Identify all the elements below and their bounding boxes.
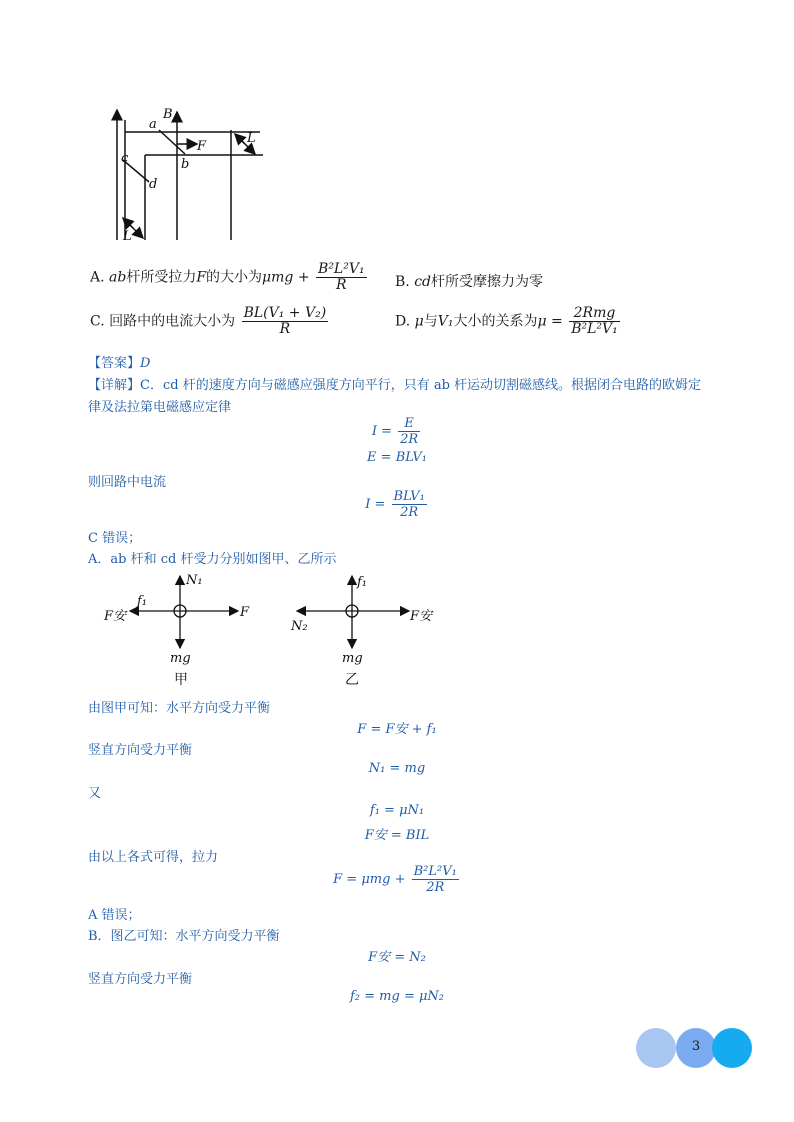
eq-7: F安 = BIL (364, 828, 430, 843)
label-c: c (121, 151, 129, 166)
page-dot-right (712, 1028, 752, 1068)
label-L-top: L (247, 131, 256, 146)
label-B: B (163, 107, 173, 122)
option-d: D. μ与V₁大小的关系为μ = $\frac{\text{2Rmg}}{\text{B²L²V₁}}$ (395, 305, 618, 337)
fbd-yi (285, 570, 445, 690)
detail-line-11: B．图乙可知：水平方向受力平衡 (88, 929, 280, 944)
rails-diagram (95, 100, 285, 245)
eq-6: f₁ = μN₁ (369, 803, 425, 818)
page-number: 3 (691, 1039, 701, 1054)
fbd-jia (100, 570, 270, 690)
detail-line-4: C 错误； (88, 531, 142, 546)
eq-2: E = BLV₁ (367, 450, 427, 465)
fbd-jia-N: N₁ (186, 573, 203, 588)
fbd-jia-mg: mg (170, 651, 191, 666)
fbd-jia-caption: 甲 (174, 672, 188, 688)
option-c: C. 回路中的电流大小为 $\frac{\text{BL(V₁ + V₂)}}{R}$ (90, 305, 327, 337)
label-b: b (181, 157, 190, 172)
label-F: F (197, 139, 207, 154)
eq-4: F = F安 + f₁ (357, 722, 437, 737)
eq-9: F安 = N₂ (368, 950, 426, 965)
answer-line: 【答案】D (88, 356, 151, 371)
detail-line-7: 竖直方向受力平衡 (88, 743, 193, 758)
label-d: d (149, 177, 158, 192)
detail-line-1: 【详解】C．cd 杆的速度方向与磁感应强度方向平行，只有 ab 杆运动切割磁感线。根据闭合电路的欧姆定 (88, 378, 702, 393)
page-dot-left (636, 1028, 676, 1068)
eq-8: F = μmg + $\frac{\text{B²L²V₁}}{2R}$ (333, 864, 457, 895)
detail-line-10: A 错误； (88, 908, 141, 923)
detail-line-2: 律及法拉第电磁感应定律 (88, 400, 232, 415)
label-a: a (149, 117, 157, 132)
option-a: A. ab杆所受拉力F的大小为μmg + $\frac{\text{B²L²V₁}}{R}$ (90, 261, 365, 293)
page-number-badge (636, 1028, 752, 1068)
option-b: B. cd杆所受摩擦力为零 (395, 274, 544, 290)
detail-line-9: 由以上各式可得，拉力 (88, 850, 219, 865)
eq-1: I = $\frac{E}{2R}$ (371, 416, 419, 447)
detail-line-3: 则回路中电流 (88, 475, 167, 490)
fbd-jia-f: f₁ (137, 594, 148, 609)
fbd-yi-f: f₁ (357, 575, 368, 590)
fbd-yi-N: N₂ (291, 619, 308, 634)
eq-10: f₂ = mg = μN₂ (349, 989, 445, 1004)
fbd-yi-caption: 乙 (345, 672, 359, 688)
fbd-yi-Fan: F安 (410, 609, 433, 624)
eq-5: N₁ = mg (368, 761, 426, 776)
detail-line-5: A．ab 杆和 cd 杆受力分别如图甲、乙所示 (88, 552, 337, 567)
detail-line-6: 由图甲可知：水平方向受力平衡 (88, 701, 271, 716)
fbd-jia-F: F (240, 605, 250, 620)
label-L-bottom: L (123, 229, 132, 244)
eq-3: I = $\frac{\text{BLV₁}}{2R}$ (365, 489, 425, 520)
fbd-yi-mg: mg (342, 651, 363, 666)
detail-line-8: 又 (88, 786, 102, 801)
detail-line-12: 竖直方向受力平衡 (88, 972, 193, 987)
fbd-jia-Fan: F安 (104, 609, 127, 624)
